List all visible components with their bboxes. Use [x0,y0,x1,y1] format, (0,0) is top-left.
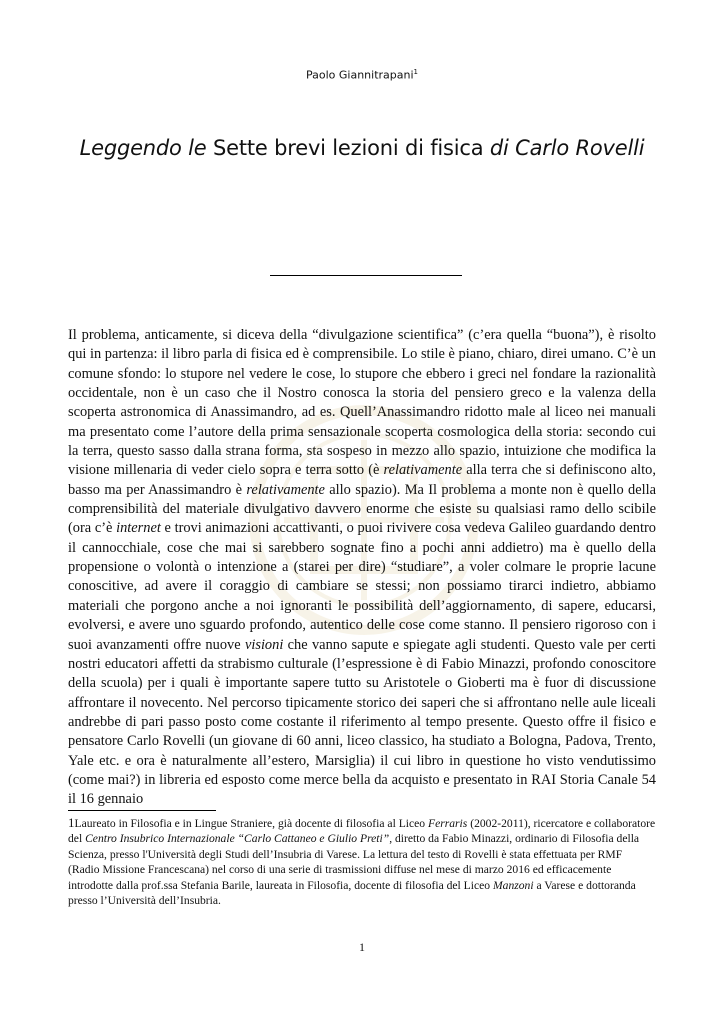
body-text-segment: alla terra che si definiscono alto, basso ma per Anassimandro è [68,462,656,498]
body-emphasis: internet [116,520,161,537]
footnote-text-segment: (2002-2011), ricercatore e collaboratore del [68,817,656,846]
footnote-text-segment: Laureato in Filosofia e in Lingue Straniere, già docente di filosofia al Liceo [74,817,426,830]
footnote-text-segment: , diretto da Fabio Minazzi, ordinario di Filosofia della Scienza, presso l'Università degli Studi dell’Insubria di Varese. La lettura del testo di Rovelli è stata effettuata per RMF (Radio Missione Francescana) nel corso di una serie di trasmissioni diffuse nel mese di marzo 2016 ed efficacemente introdotte dalla prof.ssa Stefania Barile, laureata in Filosofia, docente di filosofia del Liceo [68,832,640,892]
footnote-emphasis: Ferraris [428,817,468,830]
title-part-3: di Carlo Rovelli [489,136,645,160]
body-text-segment: Il problema, anticamente, si diceva della “divulgazione scientifica” (c’era quella “buona”), è risolto qui in partenza: il libro parla di fisica ed è comprensibile. Lo stile è piano, chiaro, direi umano. C’è un comune sfondo: lo stupore nel vedere le cose, lo stupore che ebbero i greci nel fondare la razionalità occidentale, non è un caso che il Nostro conosca la storia del pensiero greco e la valenza della scoperta astronomica di Anassimandro, ad es. Quell’Anassimandro ridotto male al liceo nei manuali ma presentato come l’autore della prima sensazionale scoperta cosmologica della storia: secondo cui la terra, questo sasso dalla strana forma, sta sospeso in mezzo allo spazio, intuizione che modifica la visione millenaria di veder cielo sopra e terra sotto (è [68,327,656,479]
body-emphasis: relativamente [383,462,463,479]
footnote-number: 1 [68,815,75,830]
body-emphasis: relativamente [246,481,325,498]
body-paragraph [68,326,656,810]
footnote-emphasis: Centro Insubrico Internazionale “Carlo Cattaneo e Giulio Preti” [85,832,390,846]
author-name: Paolo Giannitrapani [305,68,414,82]
footnote-text-segment: a Varese e dottoranda presso l’Università dell’Insubria. [68,878,636,908]
body-text-segment: e trovi animazioni accattivanti, o puoi rivivere cosa vedeva Galileo guardando dentro il cannocchiale, cose che mai si sarebbero sognate fino a pochi anni addietro) ma è quello della propensione o volontà o intenzione a (starei per dire) “studiare”, a voler colmare le proprie lacune conoscitive, ad avere il coraggio di cambiare se stessi; non possiamo tirarci indietro, abbiamo materiali che porgono anche a noi ignoranti le possibilità dell’aggiornamento, di sapere, educarsi, evolversi, e avere uno sguardo profondo, autentico delle cose come stanno. Il pensiero rigoroso con i suoi avanzamenti offre nuove [68,520,656,653]
footnote-emphasis: Manzoni [492,878,534,892]
page-number: 1 [359,940,365,954]
body-emphasis: visioni [244,636,284,653]
footnote-divider [68,810,216,811]
document-title [0,136,724,160]
title-part-1: Leggendo le [79,136,207,160]
body-text-segment: allo spazio). Ma Il problema a monte non è quello della comprensibilità del materiale divulgativo davvero enorme che esiste su qualsiasi ramo dello scibile (ora c’è [68,481,656,537]
footnote-ref: 1 [413,68,418,76]
footnote [68,815,656,908]
title-divider [270,275,462,276]
body-text-segment: che vanno sapute e spiegate agli studenti. Questo vale per certi nostri educatori affetti da strabismo culturale (l’espressione è di Fabio Minazzi, profondo conoscitore della scuola) per i quali è importante sapere tutto su Aristotele o Gioberti ma è fuor di discussione affrontare il novecento. Nel percorso tipicamente storico dei saperi che si affrontano nelle aule liceali andrebbe di pari passo posto come costante il riferimento al tempo presente. Questo offre il fisico e pensatore Carlo Rovelli (un giovane di 60 anni, liceo classico, ha studiato a Bologna, Padova, Trento, Yale etc. e ora è naturalmente all’estero, Marsiglia) il cui libro in questione ho visto vendutissimo (come mai?) in libreria ed esposto come merce bella da acquisto e presentato in RAI Storia Canale 54 il 16 gennaio [68,636,656,808]
title-book-name: Sette brevi lezioni di fisica [213,136,484,160]
author-line [0,68,724,82]
